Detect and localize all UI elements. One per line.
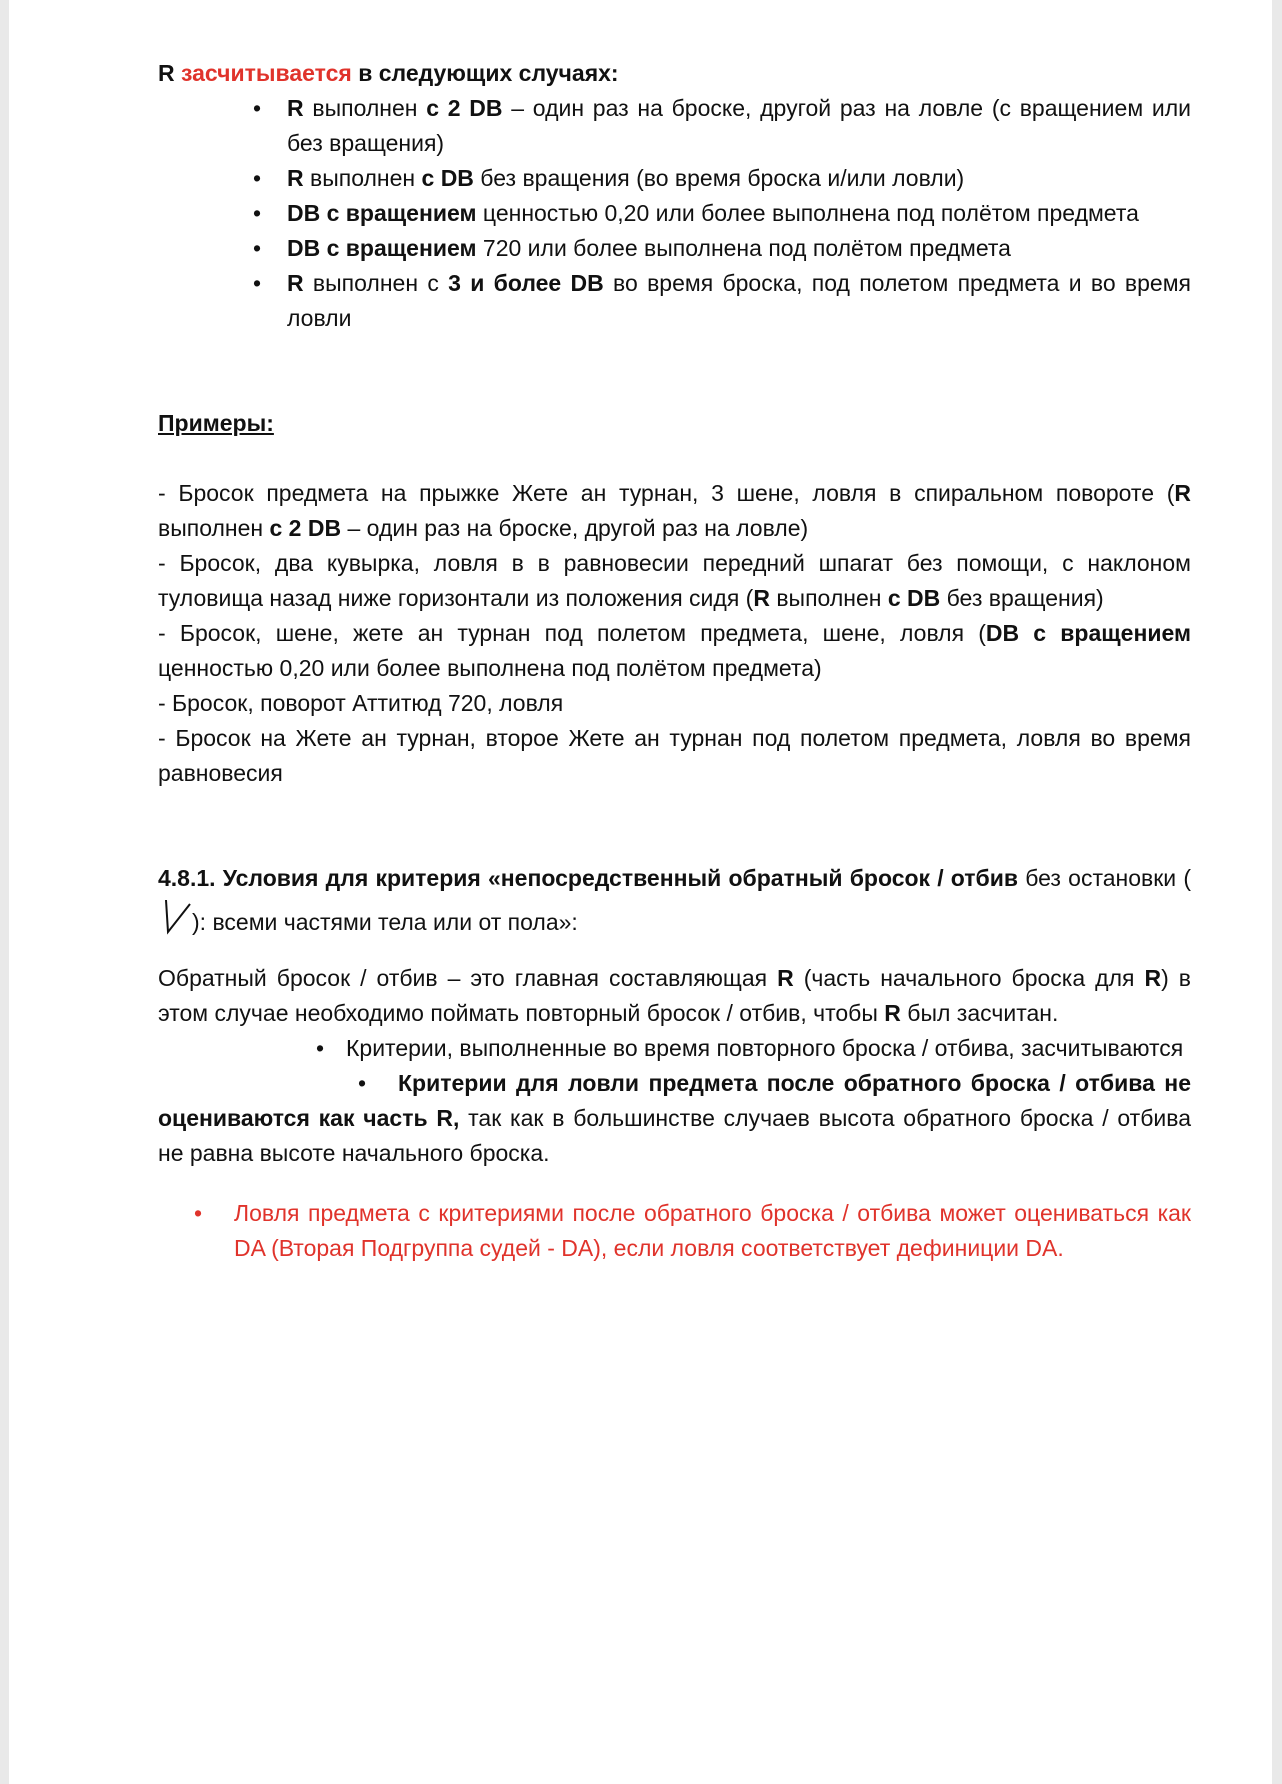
paragraph	[158, 616, 1191, 686]
paragraph	[158, 961, 1191, 1031]
paragraph	[158, 546, 1191, 616]
text-run: без вращения)	[940, 585, 1104, 611]
text-run: R	[753, 585, 770, 611]
bullet-icon: •	[253, 235, 262, 261]
paragraph	[158, 686, 1191, 721]
bullet-item	[158, 1031, 1191, 1066]
paragraph	[158, 56, 1191, 91]
bullet-item	[158, 161, 1191, 196]
text-run: (часть начального броска для	[793, 965, 1145, 991]
bullet-item	[158, 1066, 1191, 1171]
text-run: был засчитан.	[900, 1000, 1059, 1026]
text-run: DB с вращением	[985, 620, 1191, 646]
text-run: DB с вращением	[287, 235, 477, 261]
text-run: - Бросок, шене, жете ан турнан под полетом предмета, шене, ловля (	[158, 620, 986, 646]
text-run: DB с вращением	[287, 200, 477, 226]
document-page	[9, 0, 1272, 1784]
bullet-icon: •	[253, 165, 262, 191]
text-run: 720 или более выполнена под полётом предмета	[476, 235, 1011, 261]
text-run: в следующих случаях:	[351, 60, 619, 86]
text-run: во время броска, под полетом предмета и во время ловли	[287, 270, 1191, 331]
text-run: ценностью 0,20 или более выполнена под полётом предмета	[476, 200, 1139, 226]
text-run: засчитывается	[181, 60, 352, 86]
text-run: Ловля предмета с критериями после обратного броска / отбива может оцениваться как DA (Вторая Подгруппа судей - DA), если ловля соответствует дефиниции DA.	[234, 1199, 1191, 1261]
text-run: ): всеми частями тела или от пола»:	[192, 909, 578, 935]
text-run: Обратный бросок / отбив – это главная составляющая	[158, 965, 778, 991]
text-run: R	[287, 95, 304, 121]
text-run: R	[287, 270, 304, 296]
text-run: с 2 DB	[269, 515, 342, 541]
text-run: - Бросок, поворот Аттитюд 720, ловля	[158, 690, 564, 716]
bullet-item	[158, 196, 1191, 231]
bullet-icon: •	[253, 270, 262, 296]
text-run: R	[1144, 965, 1162, 991]
text-run: – один раз на броске, другой раз на ловле)	[341, 515, 809, 541]
bullet-icon: •	[253, 95, 262, 121]
text-run: 4.8.1. Условия для критерия «непосредственный обратный бросок / отбив	[158, 865, 1019, 891]
text-run: - Бросок, два кувырка, ловля в в равновесии передний шпагат без помощи, с наклоном туловища назад ниже горизонтали из положения сидя (	[158, 550, 1191, 611]
text-run: выполнен	[769, 585, 888, 611]
text-run: с 2 DB	[426, 95, 503, 121]
text-run: Примеры:	[158, 410, 274, 436]
text-run: 3 и более DB	[448, 270, 604, 296]
text-run: R	[1174, 480, 1191, 506]
text-run: без вращения (во время броска и/или ловли)	[473, 165, 965, 191]
spacer	[158, 1171, 1191, 1196]
text-run: R	[158, 60, 181, 86]
bullet-icon: •	[253, 200, 262, 226]
bullet-item	[158, 1196, 1191, 1266]
text-run: ценностью 0,20 или более выполнена под полётом предмета)	[158, 655, 822, 681]
spacer	[158, 336, 1191, 406]
text-run: так как в большинстве случаев высота обратного броска / отбива не равна высоте начального броска.	[158, 1105, 1191, 1166]
text-run: выполнен	[303, 165, 422, 191]
text-run: - Бросок предмета на прыжке Жете ан турнан, 3 шене, ловля в спиральном повороте (	[158, 480, 1175, 506]
paragraph	[158, 406, 1191, 441]
text-run: ) в этом случае необходимо поймать повторный бросок / отбив, чтобы	[158, 965, 1191, 1026]
paragraph	[158, 476, 1191, 546]
text-run: выполнен	[303, 95, 427, 121]
bullet-icon: •	[316, 1035, 325, 1061]
rebound-check-icon	[158, 896, 192, 936]
bullet-item	[158, 231, 1191, 266]
text-run: с DB	[887, 585, 941, 611]
bullet-item	[158, 266, 1191, 336]
text-run: выполнен	[158, 515, 270, 541]
text-run: без остановки (	[1018, 865, 1191, 891]
document-content	[158, 56, 1191, 1266]
text-run: с DB	[421, 165, 474, 191]
bullet-item	[158, 91, 1191, 161]
spacer	[158, 940, 1191, 961]
bullet-icon: •	[358, 1070, 367, 1096]
paragraph	[158, 721, 1191, 791]
text-run: – один раз на броске, другой раз на ловле (с вращением или без вращения)	[287, 95, 1191, 156]
text-run: R	[777, 965, 794, 991]
text-run: выполнен с	[303, 270, 449, 296]
spacer	[158, 441, 1191, 476]
text-run: Критерии, выполненные во время повторного броска / отбива, засчитываются	[346, 1035, 1184, 1061]
paragraph	[158, 861, 1191, 940]
spacer	[158, 791, 1191, 861]
text-run: R	[884, 1000, 901, 1026]
bullet-icon: •	[194, 1199, 203, 1226]
text-run: R	[287, 165, 304, 191]
text-run: Критерии для ловли предмета после обратного броска / отбива не оцениваются как часть R,	[158, 1070, 1191, 1131]
text-run: - Бросок на Жете ан турнан, второе Жете ан турнан под полетом предмета, ловля во время равновесия	[158, 725, 1191, 786]
